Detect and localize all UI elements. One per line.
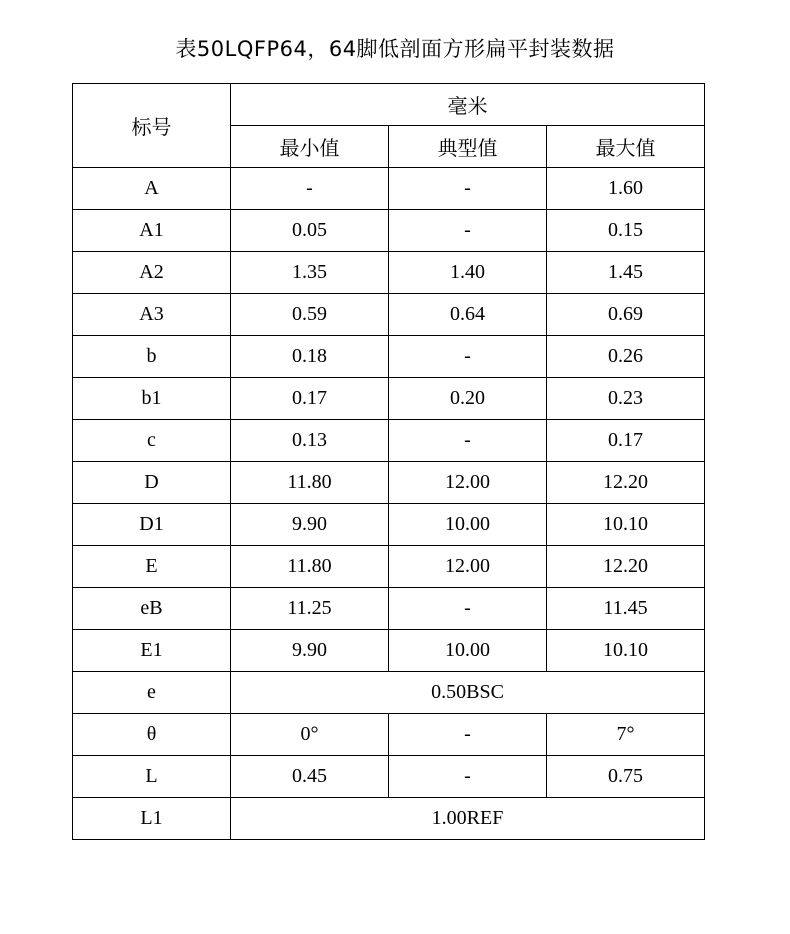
table-row	[73, 504, 705, 546]
cell-min: 9.90	[231, 630, 389, 672]
table-row	[73, 294, 705, 336]
cell-max: 10.10	[547, 630, 705, 672]
cell-symbol: L1	[73, 798, 231, 840]
cell-min: -	[231, 168, 389, 210]
cell-min: 0.45	[231, 756, 389, 798]
cell-min: 0.17	[231, 378, 389, 420]
cell-merged-value: 1.00REF	[231, 798, 705, 840]
cell-max: 1.60	[547, 168, 705, 210]
cell-max: 12.20	[547, 462, 705, 504]
table-header	[73, 84, 705, 168]
cell-symbol: θ	[73, 714, 231, 756]
cell-typ: -	[389, 756, 547, 798]
cell-min: 0°	[231, 714, 389, 756]
header-typ: 典型值	[389, 126, 547, 168]
cell-min: 1.35	[231, 252, 389, 294]
cell-max: 0.17	[547, 420, 705, 462]
cell-typ: 12.00	[389, 462, 547, 504]
package-dimensions-table	[72, 83, 705, 840]
table-row	[73, 546, 705, 588]
table-row	[73, 252, 705, 294]
cell-symbol: A3	[73, 294, 231, 336]
cell-min: 11.25	[231, 588, 389, 630]
cell-min: 0.05	[231, 210, 389, 252]
cell-typ: 0.64	[389, 294, 547, 336]
header-min: 最小值	[231, 126, 389, 168]
header-max: 最大值	[547, 126, 705, 168]
cell-symbol: A1	[73, 210, 231, 252]
header-row-top	[73, 84, 705, 126]
table-row	[73, 210, 705, 252]
table-body	[73, 168, 705, 840]
cell-max: 12.20	[547, 546, 705, 588]
table-row	[73, 714, 705, 756]
cell-merged-value: 0.50BSC	[231, 672, 705, 714]
cell-symbol: E	[73, 546, 231, 588]
cell-max: 0.15	[547, 210, 705, 252]
cell-typ: -	[389, 420, 547, 462]
header-unit: 毫米	[231, 84, 705, 126]
cell-typ: -	[389, 588, 547, 630]
cell-symbol: L	[73, 756, 231, 798]
cell-typ: 1.40	[389, 252, 547, 294]
cell-min: 9.90	[231, 504, 389, 546]
page-title: 表50LQFP64，64脚低剖面方形扁平封装数据	[175, 37, 615, 61]
table-row	[73, 462, 705, 504]
cell-min: 0.13	[231, 420, 389, 462]
cell-max: 11.45	[547, 588, 705, 630]
header-symbol: 标号	[73, 84, 231, 168]
table-row	[73, 672, 705, 714]
cell-symbol: e	[73, 672, 231, 714]
cell-typ: -	[389, 336, 547, 378]
table-row	[73, 756, 705, 798]
table-row	[73, 630, 705, 672]
cell-max: 0.69	[547, 294, 705, 336]
cell-typ: -	[389, 168, 547, 210]
cell-min: 0.18	[231, 336, 389, 378]
cell-min: 11.80	[231, 546, 389, 588]
cell-typ: 0.20	[389, 378, 547, 420]
table-row	[73, 336, 705, 378]
cell-symbol: b	[73, 336, 231, 378]
table-row	[73, 798, 705, 840]
cell-typ: 10.00	[389, 504, 547, 546]
table-row	[73, 420, 705, 462]
cell-symbol: D1	[73, 504, 231, 546]
cell-typ: 12.00	[389, 546, 547, 588]
cell-symbol: b1	[73, 378, 231, 420]
table-row	[73, 588, 705, 630]
cell-min: 0.59	[231, 294, 389, 336]
cell-max: 0.75	[547, 756, 705, 798]
cell-typ: 10.00	[389, 630, 547, 672]
cell-symbol: D	[73, 462, 231, 504]
cell-max: 10.10	[547, 504, 705, 546]
cell-symbol: eB	[73, 588, 231, 630]
cell-symbol: A2	[73, 252, 231, 294]
cell-symbol: c	[73, 420, 231, 462]
cell-typ: -	[389, 210, 547, 252]
table-row	[73, 378, 705, 420]
table-row	[73, 168, 705, 210]
cell-max: 0.26	[547, 336, 705, 378]
cell-max: 1.45	[547, 252, 705, 294]
cell-symbol: A	[73, 168, 231, 210]
cell-max: 7°	[547, 714, 705, 756]
cell-symbol: E1	[73, 630, 231, 672]
cell-min: 11.80	[231, 462, 389, 504]
cell-typ: -	[389, 714, 547, 756]
cell-max: 0.23	[547, 378, 705, 420]
